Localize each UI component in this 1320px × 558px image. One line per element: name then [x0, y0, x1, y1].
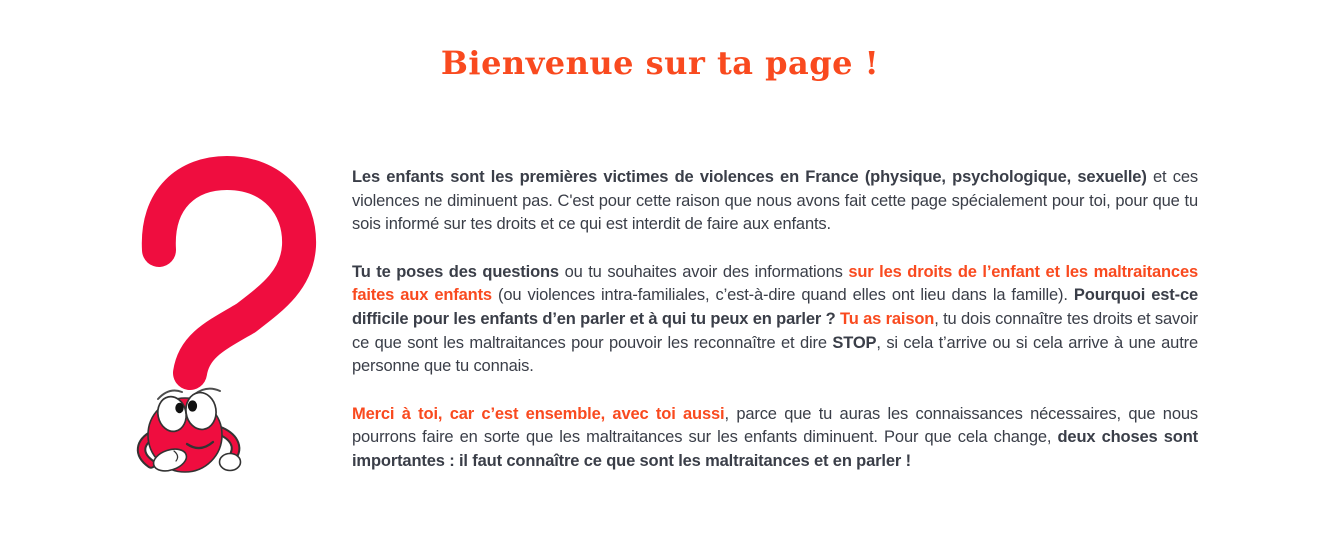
text-segment: ou tu souhaites avoir des informations	[558, 262, 849, 281]
page-title: Bienvenue sur ta page !	[440, 44, 880, 82]
paragraph	[352, 261, 1198, 379]
text-segment: , si cela t’arrive ou si cela arrive à une autre personne que tu connais.	[352, 333, 1199, 376]
text-segment: sur les droits de l’enfant et les maltraitances faites aux enfants	[352, 262, 1199, 305]
text-segment: , tu dois connaître tes droits et savoir ce que sont les maltraitances pour pouvoir les reconnaître et dire	[352, 309, 1198, 352]
text-segment: Pourquoi est-ce difficile pour les enfants d’en parler et à qui tu peux en parler ?	[352, 286, 1198, 328]
text-segment: Tu as raison	[839, 309, 935, 328]
text-segment: STOP	[832, 333, 877, 352]
paragraph	[352, 403, 1198, 474]
text-segment: et ces violences ne diminuent pas. C'est pour cette raison que nous avons fait cette page spécialement pour toi, pour que tu sois informé sur tes droits et ce qui est interdit de faire aux enfants.	[352, 168, 1198, 234]
text-segment: , parce que tu auras les connaissances nécessaires, que nous pourrons faire en sorte que les maltraitances sur les enfants diminuent. Pour que cela change,	[352, 404, 1198, 447]
text-segment: Les enfants sont les premières victimes de violences en France (physique, psychologique, sexuelle)	[352, 168, 1147, 186]
text-segment: Tu te poses des questions	[352, 262, 559, 281]
text-segment: deux choses sont importantes : il faut connaître ce que sont les maltraitances et en parler !	[352, 428, 1198, 470]
text-segment: Merci à toi, car c’est ensemble, avec toi aussi	[352, 404, 725, 423]
question-mark-character-illustration	[120, 148, 345, 493]
paragraph	[352, 166, 1198, 237]
text-segment: (ou violences intra-familiales, c’est-à-dire quand elles ont lieu dans la famille).	[491, 286, 1074, 305]
question-mark-thinking-character-icon	[120, 148, 345, 493]
intro-paragraphs	[352, 166, 1198, 498]
